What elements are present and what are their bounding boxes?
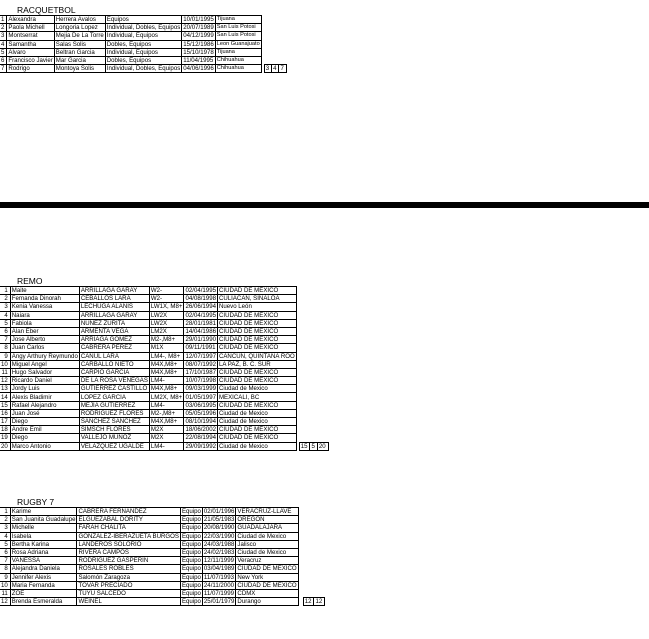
last-name-cell: ARRILLAGA GARAY [79, 311, 149, 319]
birth-date-cell: 17/10/1987 [185, 368, 216, 376]
table-row [0, 393, 328, 401]
birth-date-cell: 22/03/1990 [203, 532, 235, 540]
first-name-cell: Samantha [7, 40, 54, 48]
origin-cell: CIUDAD DE MEXICO [217, 368, 296, 376]
category-cell: M2-,M8+ [149, 409, 184, 417]
category-cell: Dobles, Equipos [105, 40, 182, 48]
origin-cell: GUADALAJARA [236, 524, 298, 532]
last-name-cell: Mar Garcia [54, 56, 105, 64]
table-row [0, 524, 325, 532]
birth-date-cell: 02/04/1995 [185, 311, 216, 319]
table-row [0, 377, 328, 385]
birth-date-cell: 24/03/1988 [203, 540, 235, 548]
table-row [0, 385, 328, 393]
origin-cell: VERACRUZ-LLAVE [236, 508, 298, 516]
table-row [0, 401, 328, 409]
row-number-cell: 5 [0, 319, 10, 327]
category-cell: LM4- [149, 377, 184, 385]
row-number-cell: 6 [0, 56, 7, 64]
row-number-cell: 7 [0, 65, 7, 73]
category-cell: Individual, Equipos [105, 32, 182, 40]
count-cell: 15 [299, 442, 310, 450]
row-number-cell: 9 [0, 352, 10, 360]
last-name-cell: NUÑEZ ZURITA [79, 319, 149, 327]
row-number-cell: 12 [0, 598, 10, 606]
birth-date-cell: 18/06/2002 [185, 426, 216, 434]
birth-date-cell: 20/07/1989 [183, 24, 214, 32]
category-cell: M4X,M8+ [149, 368, 184, 376]
table-row [0, 303, 328, 311]
birth-date-cell: 24/02/1983 [203, 549, 235, 557]
birth-date-cell: 03/06/1995 [185, 401, 216, 409]
row-number-cell: 8 [0, 344, 10, 352]
category-cell: LM4-, M8+ [149, 352, 184, 360]
first-name-cell: Alexandra [7, 16, 54, 24]
category-cell: Equipo [181, 598, 201, 606]
origin-cell: CIUDAD DE MÉXICO [217, 434, 296, 442]
last-name-cell: Salomón Zaragoza [77, 573, 180, 581]
category-cell: LW1X, M8+ [150, 303, 183, 311]
origin-cell: CIUDAD DE MEXICO [217, 377, 296, 385]
row-number-cell: 4 [0, 311, 10, 319]
category-cell: M2X [149, 434, 184, 442]
last-name-cell: CANUL LARA [79, 352, 149, 360]
category-cell: LW2X [149, 319, 184, 327]
table-row [0, 56, 286, 64]
category-cell: Equipo [181, 573, 201, 581]
row-number-cell: 18 [0, 426, 10, 434]
athletes-table [0, 15, 287, 73]
last-name-cell: ARRILLAGA GARAY [79, 287, 149, 295]
category-cell: Equipo [181, 524, 201, 532]
last-name-cell: ELGUEZABAL DORITY [77, 516, 180, 524]
last-name-cell: ARMENTA VEGA [79, 327, 149, 335]
row-number-cell: 9 [0, 573, 10, 581]
last-name-cell: Salas Solis [54, 40, 105, 48]
category-cell: W2- [149, 295, 184, 303]
birth-date-cell: 09/03/1999 [185, 385, 216, 393]
origin-cell: CIUDAD DE MEXICO [217, 327, 296, 335]
row-number-cell: 3 [0, 32, 7, 40]
last-name-cell: WEINEL [77, 598, 180, 606]
row-number-cell: 20 [0, 442, 10, 450]
category-cell: Equipo [181, 549, 201, 557]
row-number-cell: 5 [0, 540, 10, 548]
count-cell: 4 [272, 65, 279, 73]
table-row [0, 418, 328, 426]
birth-date-cell: 26/06/1994 [185, 303, 216, 311]
first-name-cell: Paola Michell [7, 24, 54, 32]
last-name-cell: TOVAR PRECIADO [77, 581, 180, 589]
last-name-cell: DE LA ROSA VENEGAS [80, 377, 148, 385]
table-row [0, 565, 325, 573]
origin-cell: CIUDAD DE MÉXICO [217, 287, 296, 295]
table-row [0, 573, 325, 581]
last-name-cell: RODRIGUEZ GASPERIN [77, 557, 180, 565]
row-number-cell: 3 [0, 303, 10, 311]
birth-date-cell: 04/08/1998 [185, 295, 216, 303]
last-name-cell: CABRERA FERNANDEZ [77, 508, 180, 516]
category-cell: Individual, Dobles, Equipos [106, 65, 181, 73]
row-number-cell: 10 [0, 360, 10, 368]
row-number-cell: 5 [0, 48, 7, 56]
birth-date-cell: 24/11/2000 [203, 581, 234, 589]
origin-cell: Ciudad de Mexico [236, 548, 298, 556]
first-name-cell: Bertha Karina [10, 540, 77, 548]
last-name-cell: FARAH CHALITA [77, 524, 180, 532]
first-name-cell: Fernanda Dinorah [10, 295, 79, 303]
origin-cell: Chihuahua [215, 56, 261, 64]
origin-cell: Ciudad de Mexico [236, 532, 298, 540]
table-row [0, 295, 328, 303]
origin-cell: CIUDAD DE MÉXICO [217, 426, 296, 434]
birth-date-cell: 01/05/1997 [185, 393, 216, 401]
birth-date-cell: 02/04/1995 [185, 287, 216, 295]
birth-date-cell: 03/04/1989 [203, 565, 235, 573]
first-name-cell: Rosa Adriana [10, 548, 77, 556]
row-number-cell: 6 [0, 548, 10, 556]
category-cell: M4X,M8+ [149, 360, 184, 368]
last-name-cell: LECHUGA ALANIS [79, 303, 149, 311]
first-name-cell: Brenda Esmeralda [10, 598, 77, 606]
table-row [0, 311, 328, 319]
origin-cell: CDMX [236, 589, 298, 597]
category-cell: M4X,M8+ [149, 385, 184, 393]
origin-cell: Ciudad de Mexico [217, 409, 296, 417]
birth-date-cell: 25/01/1979 [203, 598, 235, 606]
first-name-cell: ZOE [10, 589, 77, 597]
birth-date-cell: 14/04/1986 [185, 328, 216, 336]
table-row [0, 319, 328, 327]
birth-date-cell: 08/10/1994 [185, 418, 216, 426]
origin-cell: Durango [236, 598, 298, 606]
category-cell: Equipo [181, 532, 201, 540]
first-name-cell: Diego [10, 418, 79, 426]
first-name-cell: Alejandra Daniela [10, 565, 77, 573]
first-name-cell: Jennifer Alexis [10, 573, 77, 581]
row-number-cell: 2 [0, 24, 7, 32]
section-divider [0, 202, 649, 208]
origin-cell: Ciudad de Mexico [217, 442, 296, 450]
birth-date-cell: 12/11/1999 [203, 557, 234, 565]
table-row [0, 581, 325, 589]
section-title: RACQUETBOL [17, 5, 76, 15]
first-name-cell: Maite [10, 287, 79, 295]
birth-date-cell: 12/07/1997 [185, 352, 216, 360]
last-name-cell: RODRIGUEZ FLORES [79, 409, 149, 417]
table-row [0, 598, 325, 606]
origin-cell: MEXICALI, BC [217, 393, 296, 401]
first-name-cell: Jordy Luis [10, 385, 79, 393]
first-name-cell: Miguel Angel [10, 360, 79, 368]
table-row [0, 508, 325, 516]
category-cell: M4X,M8+ [149, 418, 184, 426]
birth-date-cell: 21/05/1983 [203, 516, 235, 524]
row-number-cell: 15 [0, 401, 10, 409]
row-number-cell: 1 [0, 16, 7, 24]
category-cell: Dobles, Equipos [105, 56, 182, 64]
count-cell: 7 [279, 65, 286, 73]
origin-cell: CIUDAD DE MEXICO [237, 565, 297, 573]
first-name-cell: Naiara [10, 311, 79, 319]
first-name-cell: Diego [10, 434, 79, 442]
birth-date-cell: 22/08/1994 [185, 434, 216, 442]
table-row [0, 40, 286, 48]
row-number-cell: 4 [0, 532, 10, 540]
count-cell: 3 [264, 65, 271, 73]
birth-date-cell: 28/01/1981 [185, 319, 216, 327]
last-name-cell: CEBALLOS LARA [79, 295, 149, 303]
last-name-cell: VELAZQUEZ UGALDE [79, 442, 149, 450]
last-name-cell: GUTIERREZ CASTILLO [79, 385, 149, 393]
table-row [0, 589, 325, 597]
first-name-cell: Karime [10, 508, 77, 516]
section-title: RUGBY 7 [17, 497, 55, 507]
origin-cell: CIUDAD DE MEXICO [217, 319, 296, 327]
origin-cell: CANCUN, QUINTANA ROO [218, 352, 295, 360]
first-name-cell: Alvaro [7, 48, 54, 56]
count-cell: 12 [303, 598, 314, 606]
birth-date-cell: 02/01/1996 [203, 508, 235, 516]
row-number-cell: 2 [0, 295, 10, 303]
last-name-cell: TUYU SALCEDO [77, 589, 180, 597]
category-cell: LM4- [149, 442, 184, 450]
category-cell: Equipo [181, 508, 201, 516]
first-name-cell: Jose Alberto [10, 336, 79, 344]
first-name-cell: Kenia Vanessa [10, 303, 79, 311]
row-number-cell: 11 [0, 368, 10, 376]
row-number-cell: 19 [0, 434, 10, 442]
origin-cell: CIUDAD DE MEXICO [217, 401, 296, 409]
birth-date-cell: 11/04/1995 [183, 57, 214, 65]
birth-date-cell: 05/05/1996 [185, 409, 216, 417]
origin-cell: Veracruz [236, 557, 298, 565]
origin-cell: San Luis Potosi [215, 24, 261, 32]
row-number-cell: 7 [0, 336, 10, 344]
birth-date-cell: 09/11/1991 [185, 344, 216, 352]
birth-date-cell: 08/07/1992 [185, 360, 216, 368]
first-name-cell: Michelle [10, 524, 77, 532]
category-cell: Equipos [105, 16, 182, 24]
last-name-cell: ARRIAGA GOMEZ [79, 336, 149, 344]
origin-cell: Tijuana [215, 16, 261, 24]
birth-date-cell: 04/12/1999 [183, 32, 214, 40]
row-number-cell: 1 [0, 287, 10, 295]
last-name-cell: RIVERA CAMPOS [77, 548, 180, 556]
row-number-cell: 12 [0, 377, 10, 385]
row-number-cell: 7 [0, 557, 10, 565]
row-number-cell: 2 [0, 516, 10, 524]
origin-cell: San Luis Potosi [215, 32, 261, 40]
category-cell: W2- [149, 287, 184, 295]
table-row [0, 442, 328, 450]
category-cell: Equipo [181, 581, 201, 589]
row-number-cell: 3 [0, 524, 10, 532]
origin-cell: Jalisco [236, 540, 298, 548]
first-name-cell: San Juanita Guadalupe [11, 516, 76, 524]
birth-date-cell: 11/07/1999 [203, 589, 234, 597]
table-row [0, 434, 328, 442]
origin-cell: CIUDAD DE MEXICO [217, 336, 296, 344]
origin-cell: Ciudad de Mexico [217, 385, 296, 393]
birth-date-cell: 10/07/1998 [185, 377, 216, 385]
last-name-cell: CABRERA PEREZ [79, 344, 149, 352]
count-cell: 20 [317, 442, 328, 450]
birth-date-cell: 29/09/1992 [185, 442, 216, 450]
row-number-cell: 17 [0, 418, 10, 426]
first-name-cell: Fabiola [10, 319, 79, 327]
category-cell: LM4- [149, 401, 184, 409]
last-name-cell: GONZALEZ-IBERAZUETA BURGOS [78, 532, 179, 540]
table-row [0, 368, 328, 376]
first-name-cell: VANESSA [10, 557, 77, 565]
birth-date-cell: 04/06/1996 [183, 65, 214, 73]
birth-date-cell: 10/01/1995 [183, 16, 214, 24]
category-cell: Equipo [181, 540, 201, 548]
first-name-cell: Montserrat [7, 32, 54, 40]
origin-cell: CIUDAD DE MÉXICO [217, 311, 296, 319]
table-row [0, 516, 325, 524]
row-number-cell: 11 [0, 589, 10, 597]
last-name-cell: ROSALES ROBLES [77, 565, 180, 573]
category-cell: M2X [149, 426, 184, 434]
last-name-cell: Longoria Lopez [54, 24, 105, 32]
birth-date-cell: 11/07/1993 [203, 573, 234, 581]
table-row [0, 548, 325, 556]
origin-cell: OREGON [236, 516, 298, 524]
row-number-cell: 4 [0, 40, 7, 48]
origin-cell: CIUDAD DE MEXICO [237, 581, 297, 589]
category-cell: Equipo [181, 516, 201, 524]
table-row [0, 16, 286, 24]
table-row [0, 344, 328, 352]
category-cell: M2-,M8+ [149, 336, 184, 344]
first-name-cell: Hugo Salvador [10, 368, 79, 376]
last-name-cell: CARPIO GARCIA [79, 368, 149, 376]
first-name-cell: Alexis Bladimir [10, 393, 79, 401]
birth-date-cell: 15/12/1986 [183, 40, 214, 48]
origin-cell: CIUDAD DE MEXICO [217, 344, 296, 352]
category-cell: LW2X [149, 311, 184, 319]
category-cell: Individual, Equipos [105, 48, 182, 56]
section-title: REMO [17, 276, 43, 286]
row-number-cell: 1 [0, 508, 10, 516]
table-row [0, 32, 286, 40]
origin-cell: Nuevo León [217, 303, 296, 311]
first-name-cell: Rodrigo [7, 65, 54, 73]
origin-cell: LA PAZ, B. C. SUR [217, 360, 296, 368]
table-row [0, 287, 328, 295]
last-name-cell: Mejia De La Torre [55, 32, 104, 40]
table-row [0, 532, 325, 540]
last-name-cell: SIMSCH FLORES [79, 426, 149, 434]
count-cell: 5 [310, 442, 317, 450]
last-name-cell: SANCHEZ SANCHEZ [79, 418, 149, 426]
origin-cell: Leon Guanajuato [216, 40, 260, 47]
first-name-cell: Andre Emil [10, 426, 79, 434]
first-name-cell: Alan Eber [10, 327, 79, 335]
first-name-cell: Isabela [10, 532, 77, 540]
row-number-cell: 13 [0, 385, 10, 393]
last-name-cell: Beltran Garcia [54, 48, 105, 56]
row-number-cell: 6 [0, 327, 10, 335]
origin-cell: New York [236, 573, 298, 581]
birth-date-cell: 29/01/1990 [185, 336, 216, 344]
first-name-cell: Marco Antonio [10, 442, 79, 450]
athletes-table [0, 507, 325, 606]
last-name-cell: LOPEZ GARCIA [79, 393, 149, 401]
category-cell: Individual, Dobles, Equipos [106, 24, 181, 32]
row-number-cell: 8 [0, 565, 10, 573]
category-cell: M1X [149, 344, 184, 352]
table-row [0, 336, 328, 344]
category-cell: Equipo [181, 565, 201, 573]
first-name-cell: Juan Carlos [10, 344, 79, 352]
table-row [0, 24, 286, 32]
category-cell: LM2X [149, 327, 184, 335]
table-row [0, 409, 328, 417]
first-name-cell: Angy Arthury Reymundo [11, 352, 78, 360]
table-row [0, 327, 328, 335]
origin-cell: Chihuahua [215, 65, 261, 73]
first-name-cell: Ricardo Daniel [10, 377, 79, 385]
last-name-cell: Montoya Solis [54, 65, 105, 73]
last-name-cell: VALLEJO MUÑOZ [79, 434, 149, 442]
category-cell: Equipo [181, 589, 201, 597]
table-row [0, 540, 325, 548]
table-row [0, 426, 328, 434]
athletes-table [0, 286, 329, 451]
first-name-cell: Juan José [10, 409, 79, 417]
birth-date-cell: 15/10/1978 [183, 48, 214, 56]
count-cell: 12 [314, 598, 325, 606]
table-row [0, 360, 328, 368]
first-name-cell: Rafael Alejandro [10, 401, 79, 409]
last-name-cell: CARBALLO NIETO [79, 360, 149, 368]
table-row [0, 48, 286, 56]
last-name-cell: MEJIA GUTIERREZ [79, 401, 149, 409]
table-row [0, 65, 286, 73]
origin-cell: CULIACAN, SINALOA [217, 295, 296, 303]
table-row [0, 352, 328, 360]
table-row [0, 557, 325, 565]
origin-cell: Ciudad de Mexico [217, 418, 296, 426]
origin-cell: Tijuana [215, 48, 261, 56]
first-name-cell: Francisco Javier [8, 57, 53, 65]
last-name-cell: LANDEROS SOLORIO [77, 540, 180, 548]
row-number-cell: 14 [0, 393, 10, 401]
last-name-cell: Herrera Avalos [54, 16, 105, 24]
row-number-cell: 16 [0, 409, 10, 417]
row-number-cell: 10 [0, 581, 10, 589]
first-name-cell: Maria Fernanda [10, 581, 77, 589]
birth-date-cell: 20/08/1990 [203, 524, 235, 532]
category-cell: Equipo [181, 557, 201, 565]
category-cell: LM2X, M8+ [150, 393, 183, 401]
